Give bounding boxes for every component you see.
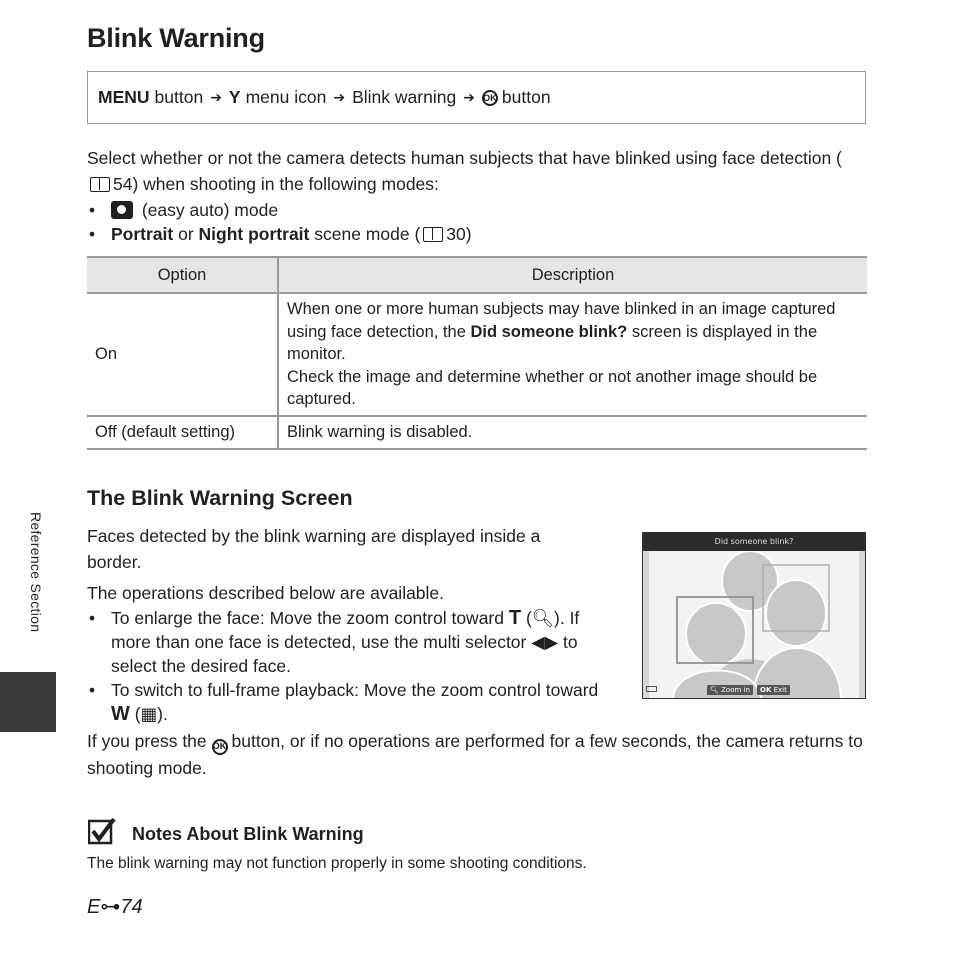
mode-name: Portrait bbox=[111, 224, 174, 244]
option-cell: Off (default setting) bbox=[87, 416, 278, 449]
mode-list bbox=[87, 198, 472, 246]
section-paragraph bbox=[87, 728, 867, 782]
side-section-label: Reference Section bbox=[28, 512, 44, 633]
menu-path-step: button bbox=[501, 87, 551, 107]
blink-warning-screen-illustration bbox=[642, 532, 866, 699]
table-row bbox=[87, 293, 867, 416]
mode-label: scene mode ( bbox=[314, 224, 421, 244]
arrow-right-icon: ➔ bbox=[333, 89, 346, 105]
magnifier-icon: 🔍︎ bbox=[531, 608, 555, 628]
ok-key-label: OK bbox=[760, 686, 772, 694]
menu-path bbox=[87, 71, 866, 124]
zoom-wide-key: W bbox=[111, 703, 130, 725]
description-text: screen is displayed in the monitor. bbox=[287, 322, 818, 363]
menu-path-step: button bbox=[154, 87, 204, 107]
intro-text: Select whether or not the camera detects human subjects that have blinked using face detection ( bbox=[87, 148, 842, 168]
operation-text: ). bbox=[157, 704, 168, 724]
operation-text: to select the desired face. bbox=[111, 632, 578, 676]
easy-auto-camera-icon bbox=[111, 201, 133, 219]
multi-selector-left-right-icon: ◀▶ bbox=[531, 632, 559, 652]
description-text: When one or more human subjects may have blinked in an image captured using face detection, the bbox=[287, 300, 836, 341]
list-item: • To switch to full-frame playback: Move the zoom control toward W (▦). bbox=[87, 678, 617, 726]
wrench-icon: Y bbox=[228, 87, 241, 107]
note-title: Notes About Blink Warning bbox=[132, 824, 364, 844]
exit-label: Exit bbox=[773, 686, 787, 694]
page-title: Blink Warning bbox=[87, 23, 265, 53]
table-row bbox=[87, 416, 867, 449]
intro-text: ) when shooting in the following modes: bbox=[132, 174, 439, 194]
description-cell: Blink warning is disabled. bbox=[278, 416, 867, 449]
intro-paragraph bbox=[87, 145, 847, 197]
operations-list bbox=[87, 606, 617, 726]
book-reference-icon bbox=[90, 177, 110, 192]
operation-text: To switch to full-frame playback: Move the zoom control toward bbox=[111, 680, 599, 700]
screen-title-bar: Did someone blink? bbox=[643, 533, 865, 551]
mode-connector: or bbox=[178, 224, 194, 244]
paragraph-text: If you press the bbox=[87, 731, 207, 751]
ok-button-icon: OK bbox=[482, 90, 498, 106]
menu-button-icon: MENU bbox=[98, 87, 150, 107]
list-item bbox=[87, 198, 472, 222]
description-cell bbox=[278, 293, 867, 416]
thumbnail-grid-icon: ▦ bbox=[140, 704, 158, 724]
mode-label: (easy auto) mode bbox=[141, 200, 279, 220]
checkmark-note-icon bbox=[88, 818, 116, 846]
options-table bbox=[87, 256, 867, 450]
option-cell: On bbox=[87, 293, 278, 416]
column-header: Option bbox=[87, 257, 278, 293]
page-number bbox=[87, 894, 143, 919]
note-text: The blink warning may not function properly in some shooting conditions. bbox=[87, 855, 587, 872]
mode-label: ) bbox=[465, 224, 472, 244]
faces-illustration bbox=[649, 551, 859, 699]
section-title: The Blink Warning Screen bbox=[87, 486, 353, 510]
section-tab bbox=[0, 672, 56, 732]
page-reference[interactable]: 54 bbox=[113, 174, 133, 194]
zoom-in-label: Zoom in bbox=[721, 686, 750, 694]
ok-button-icon: OK bbox=[212, 739, 228, 755]
page-reference[interactable]: 30 bbox=[446, 224, 466, 244]
operation-text: ). If more than one face is detected, use the multi selector bbox=[111, 608, 580, 652]
exit-hint bbox=[757, 685, 790, 695]
list-item bbox=[87, 222, 472, 246]
menu-path-step: Blink warning bbox=[352, 87, 457, 107]
table-header-row bbox=[87, 257, 867, 293]
battery-icon bbox=[646, 686, 657, 692]
page-prefix: E bbox=[87, 896, 101, 918]
list-item: • To enlarge the face: Move the zoom control toward T (🔍︎). If more than one face is detected, use the multi selector ◀▶ to select the desired face. bbox=[87, 606, 617, 678]
screen-name: Did someone blink? bbox=[470, 322, 628, 341]
screen-photo bbox=[649, 551, 859, 699]
zoom-tele-key: T bbox=[508, 607, 522, 629]
arrow-right-icon: ➔ bbox=[210, 89, 222, 105]
zoom-in-hint: 🔍︎ Zoom in bbox=[707, 685, 753, 695]
page-number-value: 74 bbox=[120, 896, 143, 918]
section-paragraph: The operations described below are available. bbox=[87, 583, 445, 603]
paragraph-text: button, or if no operations are performed for a few seconds, the camera returns to shooting mode. bbox=[87, 731, 863, 778]
mode-name: Night portrait bbox=[198, 224, 310, 244]
screen-footer bbox=[643, 682, 865, 698]
column-header: Description bbox=[278, 257, 867, 293]
section-paragraph: Faces detected by the blink warning are displayed inside a border. bbox=[87, 526, 541, 572]
arrow-right-icon: ➔ bbox=[463, 89, 475, 105]
operation-text: To enlarge the face: Move the zoom control toward bbox=[111, 608, 504, 628]
link-icon: ⊶ bbox=[100, 896, 121, 918]
description-text: Check the image and determine whether or not another image should be captured. bbox=[287, 367, 818, 408]
menu-path-step: menu icon bbox=[245, 87, 327, 107]
book-reference-icon bbox=[423, 227, 443, 242]
